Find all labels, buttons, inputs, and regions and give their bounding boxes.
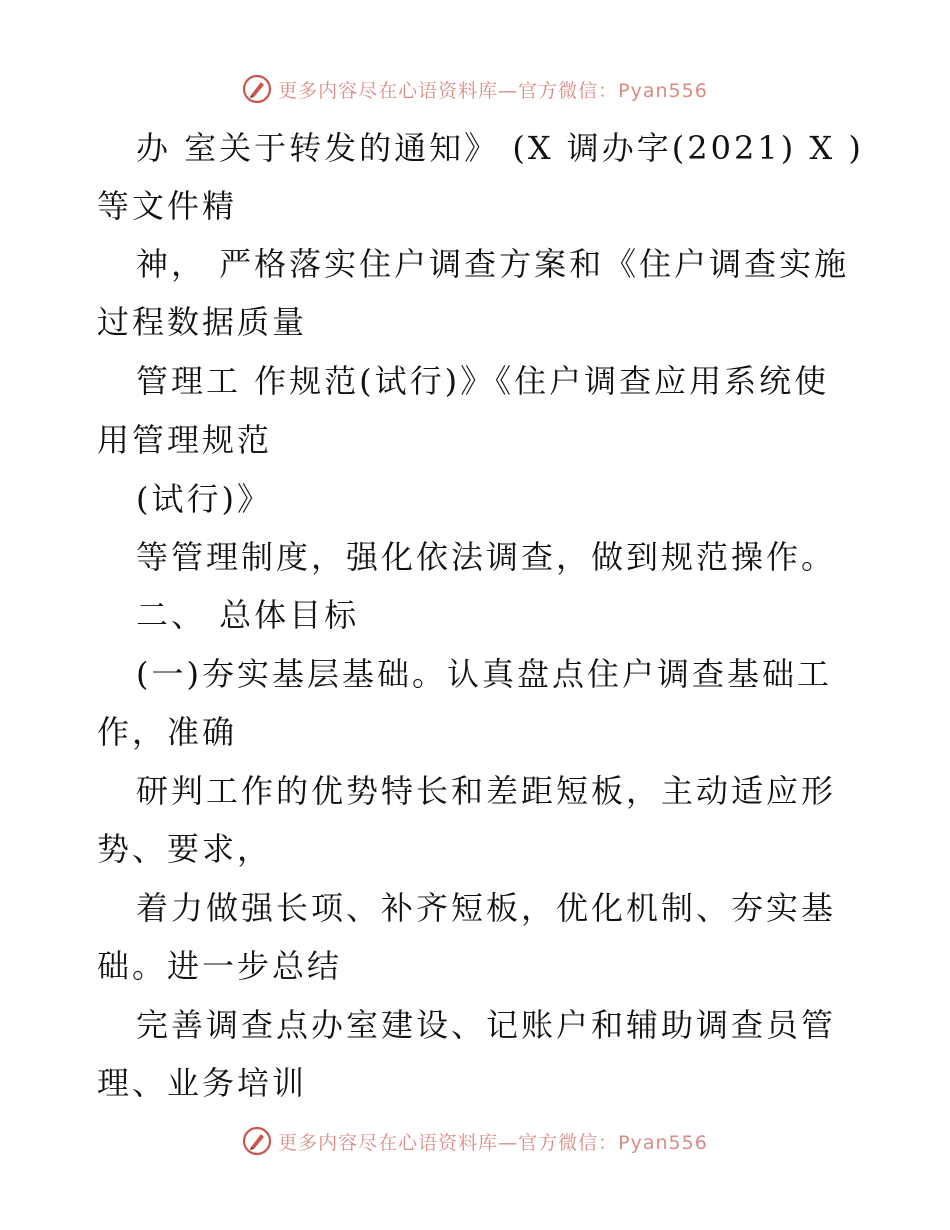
- text-line: 等管理制度，强化依法调查，做到规范操作。: [136, 538, 837, 576]
- watermark-text: 更多内容尽在心语资料库—官方微信：Pyan556: [278, 1131, 708, 1154]
- text-line: 完善调查点办室建设、记账户和辅助调查员管: [136, 1006, 837, 1044]
- text-line: 神， 严格落实住户调查方案和《住户调查实施: [136, 245, 850, 283]
- text-line: 势、要求，: [97, 830, 273, 868]
- text-line: 着力做强长项、补齐短板，优化机制、夯实基: [136, 889, 837, 927]
- footer-watermark: [0, 1126, 950, 1156]
- text-line: 办 室关于转发的通知》 (X 调办字(2021) X ): [136, 129, 864, 167]
- pen-logo-icon: [242, 1126, 272, 1156]
- text-line: 作，准确: [97, 713, 238, 751]
- text-line: 础。进一步总结: [97, 947, 343, 985]
- header-watermark: [0, 74, 950, 104]
- watermark-text: 更多内容尽在心语资料库—官方微信：Pyan556: [278, 79, 708, 102]
- text-line: 管理工 作规范(试行)》《住户调查应用系统使: [136, 362, 830, 400]
- pen-logo-icon: [242, 74, 272, 104]
- text-line: 过程数据质量: [97, 303, 308, 341]
- text-line: 研判工作的优势特长和差距短板，主动适应形: [136, 772, 837, 810]
- text-line: (试行)》: [136, 480, 272, 518]
- text-line: 等文件精: [97, 187, 238, 225]
- text-line: 理、业务培训: [97, 1064, 308, 1102]
- subsection-heading: (一)夯实基层基础。认真盘点住户调查基础工: [136, 655, 832, 693]
- text-line: 用管理规范: [97, 421, 273, 459]
- section-heading: 二、 总体目标: [136, 596, 360, 634]
